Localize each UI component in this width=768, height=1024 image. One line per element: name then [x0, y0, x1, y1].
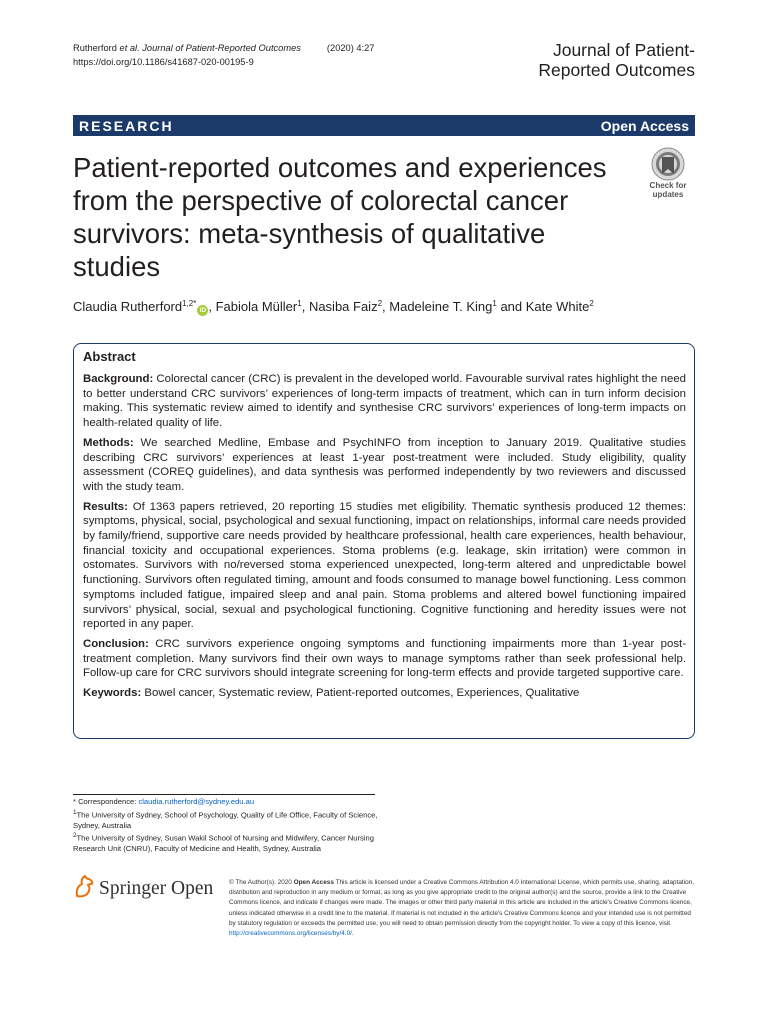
section-label: Methods:: [83, 436, 134, 449]
journal-name: [538, 40, 695, 80]
author-affiliation-sup: 1,2*: [182, 299, 197, 308]
abstract-background: [83, 372, 686, 431]
section-label: Background:: [83, 373, 154, 385]
section-text: Bowel cancer, Systematic review, Patient-reported outcomes, Experiences, Qualitative: [141, 687, 580, 700]
section-label: Results:: [83, 500, 128, 513]
journal-name-line2: Reported Outcomes: [538, 60, 695, 80]
license-url-link[interactable]: http://creativecommons.org/licenses/by/4.0/: [229, 930, 352, 938]
author-name: Madeleine T. King: [389, 299, 493, 314]
check-updates-line2: updates: [652, 190, 684, 199]
abstract-conclusion: [83, 637, 686, 681]
correspondence: * Correspondence: claudia.rutherford@sydney.edu.au: [73, 797, 255, 806]
springer-horse-icon: [73, 874, 95, 903]
footnotes: [73, 797, 383, 855]
abstract-heading: Abstract: [83, 349, 136, 364]
check-updates-line1: Check for: [649, 181, 687, 190]
citation-line: [73, 41, 374, 55]
section-label: Keywords:: [83, 687, 142, 700]
abstract-results: [83, 500, 686, 632]
check-for-updates-button[interactable]: [643, 147, 693, 201]
author-name: Fabiola Müller: [215, 299, 298, 314]
open-access-label: Open Access: [600, 117, 689, 134]
section-label: RESEARCH: [79, 117, 174, 134]
author-affiliation-sup: 1: [297, 299, 302, 308]
section-text: Of 1363 papers retrieved, 20 reporting 15 studies met eligibility. Thematic synthesis produced 12 themes: symptoms, physical, social, psychological and sexual functioning, impact on relationships, informal care needs provided by family/friend, supportive care needs provided by healthcare professional, health care experiences, health behaviour, financial toxicity and occupational experiences. Stoma problems (e.g. leakage, skin irritation) were common in ostomates. Survivors with no/reversed stoma experienced unexpected, long-term altered and unpredictable bowel functioning. Survivors often regulated timing, amount and foods consumed to manage bowel functioning. Less common symptoms included fatigue, impaired sleep and anal pain. Stoma problems and altered bowel functioning impaired survivors’ physical, social, sexual and psychological functioning. Cognitive functioning and heredity issues were not reported in any paper.: [83, 500, 686, 631]
orcid-icon[interactable]: iD: [197, 305, 208, 316]
section-label: Conclusion:: [83, 637, 149, 650]
author-affiliation-sup: 2: [377, 299, 383, 308]
publisher-name: Springer Open: [99, 877, 214, 899]
author-name: Nasiba Faiz: [308, 299, 378, 314]
citation-year-issue: (2020) 4:27: [326, 43, 375, 53]
citation-author: Rutherford: [73, 43, 117, 53]
journal-name-line1: Journal of Patient-: [552, 40, 695, 60]
license-text: © The Author(s). 2020 Open Access This article is licensed under a Creative Commons Attribution 4.0 International License, which permits use, sharing, adaptation, distribution and reproduction in any medium or format, as long as you give appropriate credit to the original author(s) and the source, provide a link to the Creative Commons licence, and indicate if changes were made. The images or other third party material in this article are included in the article's Creative Commons licence, unless indicated otherwise in a credit line to the material. If material is not included in the article's Creative Commons licence and your intended use is not permitted by statutory regulation or exceeds the permitted use, you will need to obtain permission directly from the copyright holder. To view a copy of this licence, visit http://creativecommons.org/licenses/by/4.0/.: [229, 879, 694, 938]
section-text: Colorectal cancer (CRC) is prevalent in the developed world. Favourable survival rates highlight the need to better understand CRC survivors’ experiences of long-term impacts of treatment, which can in turn inform decision making. This systematic review aimed to identify and synthesise CRC survivors’ experiences of long-term impacts on health-related quality of life.: [83, 373, 686, 430]
affiliation-1: $^1$The University of Sydney, School of Psychology, Quality of Life Office, Faculty of Science, Sydney, Australia: [73, 808, 378, 830]
bookmark-update-icon: [643, 147, 693, 181]
abstract-methods: [83, 436, 686, 495]
section-text: CRC survivors experience ongoing symptoms and functioning impairments more than 1-year post-treatment completion. Many survivors find their own ways to manage symptoms rather than seek professional help. Follow-up care for CRC survivors should integrate screening for long-term effects and provide targeted supportive care.: [83, 637, 686, 680]
author-name: Kate White: [525, 299, 590, 314]
author-name: Claudia Rutherford: [73, 299, 183, 314]
author-affiliation-sup: 2: [589, 299, 594, 308]
citation-header: [73, 41, 374, 69]
citation-journal: et al. Journal of Patient-Reported Outcomes: [119, 43, 301, 53]
section-text: We searched Medline, Embase and PsychINFO from inception to January 2019. Qualitative studies describing CRC survivors’ experiences at least 1-year post-treatment were included. Study eligibility, quality assessment (COREQ guidelines), and data synthesis was performed independently by two reviewers and discussed with the study team.: [83, 436, 686, 493]
section-banner: [73, 115, 695, 136]
publisher-logo: [73, 874, 213, 903]
article-title: Patient-reported outcomes and experiences from the perspective of colorectal cancer survivors: meta-synthesis of qualitative studies: [73, 152, 607, 282]
author-affiliation-sup: 1: [492, 299, 497, 308]
abstract-box: [73, 343, 695, 739]
footnote-divider: [73, 794, 375, 795]
abstract-keywords: [83, 686, 686, 701]
doi-link[interactable]: https://doi.org/10.1186/s41687-020-00195-9: [73, 57, 254, 67]
affiliation-2: $^2$The University of Sydney, Susan Wakil School of Nursing and Midwifery, Cancer Nursing Research Unit (CNRU), Faculty of Medicine and Health, Sydney, Australia: [73, 832, 374, 854]
correspondence-email-link[interactable]: claudia.rutherford@sydney.edu.au: [138, 797, 255, 806]
author-list: Claudia Rutherford$^{1,2*}$iD , Fabiola Müller$^1$, Nasiba Faiz$^2$, Madeleine T. King$^1$ and Kate White$^2$: [73, 299, 594, 314]
